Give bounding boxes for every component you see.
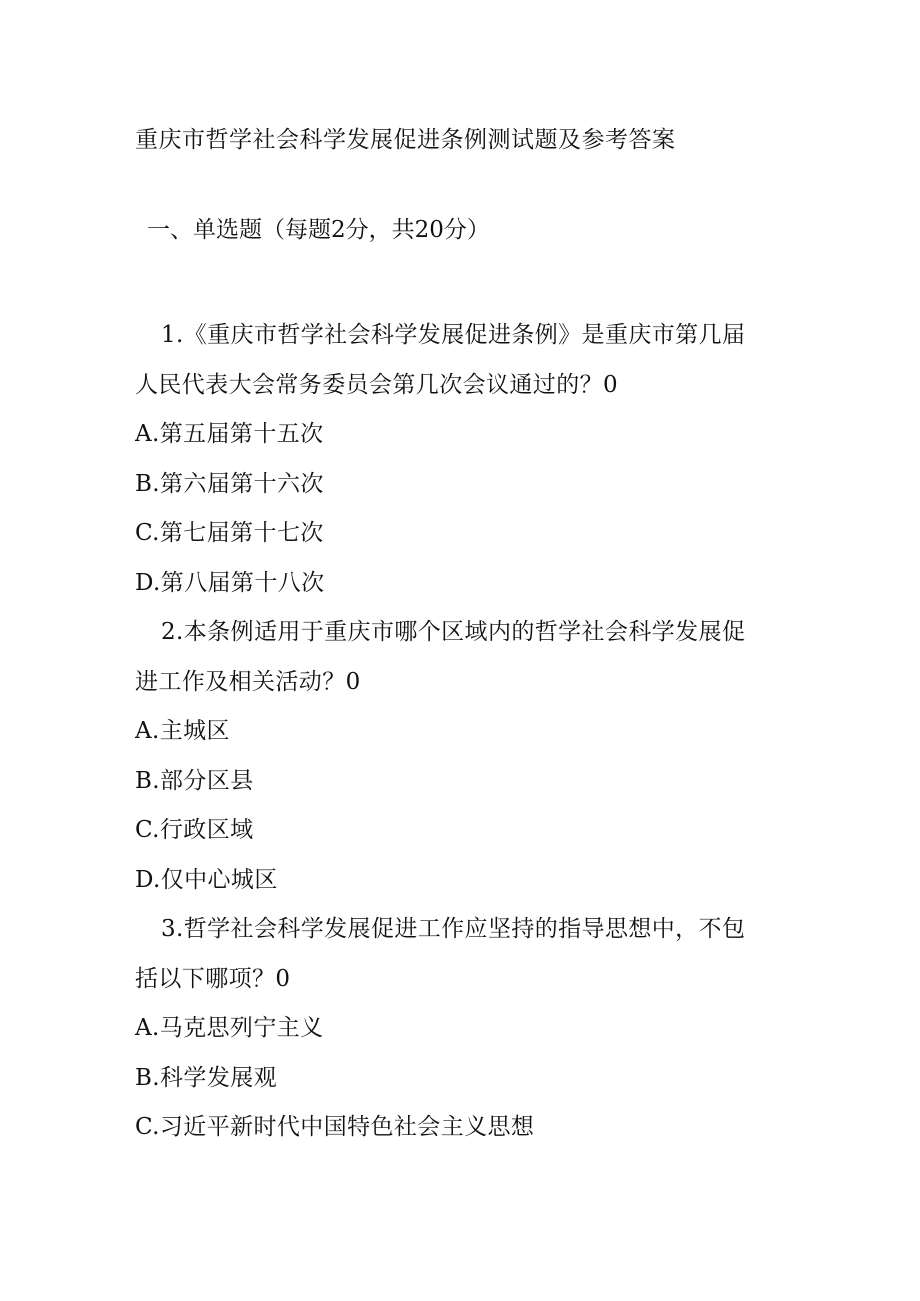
question-1-text-line-1: 1.《重庆市哲学社会科学发展促进条例》是重庆市第几届 [161, 322, 746, 348]
question-list [135, 311, 785, 1153]
section-heading: 一、单选题（每题2分，共20分） [147, 217, 490, 243]
question-1-option-c: C.第七届第十七次 [135, 520, 324, 546]
question-3-text-line-1: 3.哲学社会科学发展促进工作应坚持的指导思想中，不包 [161, 916, 746, 942]
question-3-option-c: C.习近平新时代中国特色社会主义思想 [135, 1114, 535, 1140]
question-2-option-c: C.行政区域 [135, 817, 254, 843]
question-3 [135, 905, 785, 1153]
question-1-option-d: D.第八届第十八次 [135, 569, 325, 596]
question-2-text-line-2: 进工作及相关活动？0 [135, 668, 361, 695]
question-2-option-b: B.部分区县 [135, 767, 254, 794]
question-1-option-a: A.第五届第十五次 [135, 421, 324, 447]
question-3-option-b: B.科学发展观 [135, 1064, 278, 1091]
question-2-text-line-1: 2.本条例适用于重庆市哪个区域内的哲学社会科学发展促 [161, 619, 746, 645]
question-2 [135, 608, 785, 905]
document-title: 重庆市哲学社会科学发展促进条例测试题及参考答案 [135, 127, 676, 153]
question-1-text-line-2: 人民代表大会常务委员会第几次会议通过的？0 [135, 371, 619, 398]
question-2-option-a: A.主城区 [135, 718, 230, 744]
question-3-option-a: A.马克思列宁主义 [135, 1015, 324, 1041]
question-3-text-line-2: 括以下哪项？0 [135, 965, 291, 992]
question-1 [135, 311, 785, 608]
question-1-option-b: B.第六届第十六次 [135, 470, 324, 497]
question-2-option-d: D.仅中心城区 [135, 866, 278, 893]
